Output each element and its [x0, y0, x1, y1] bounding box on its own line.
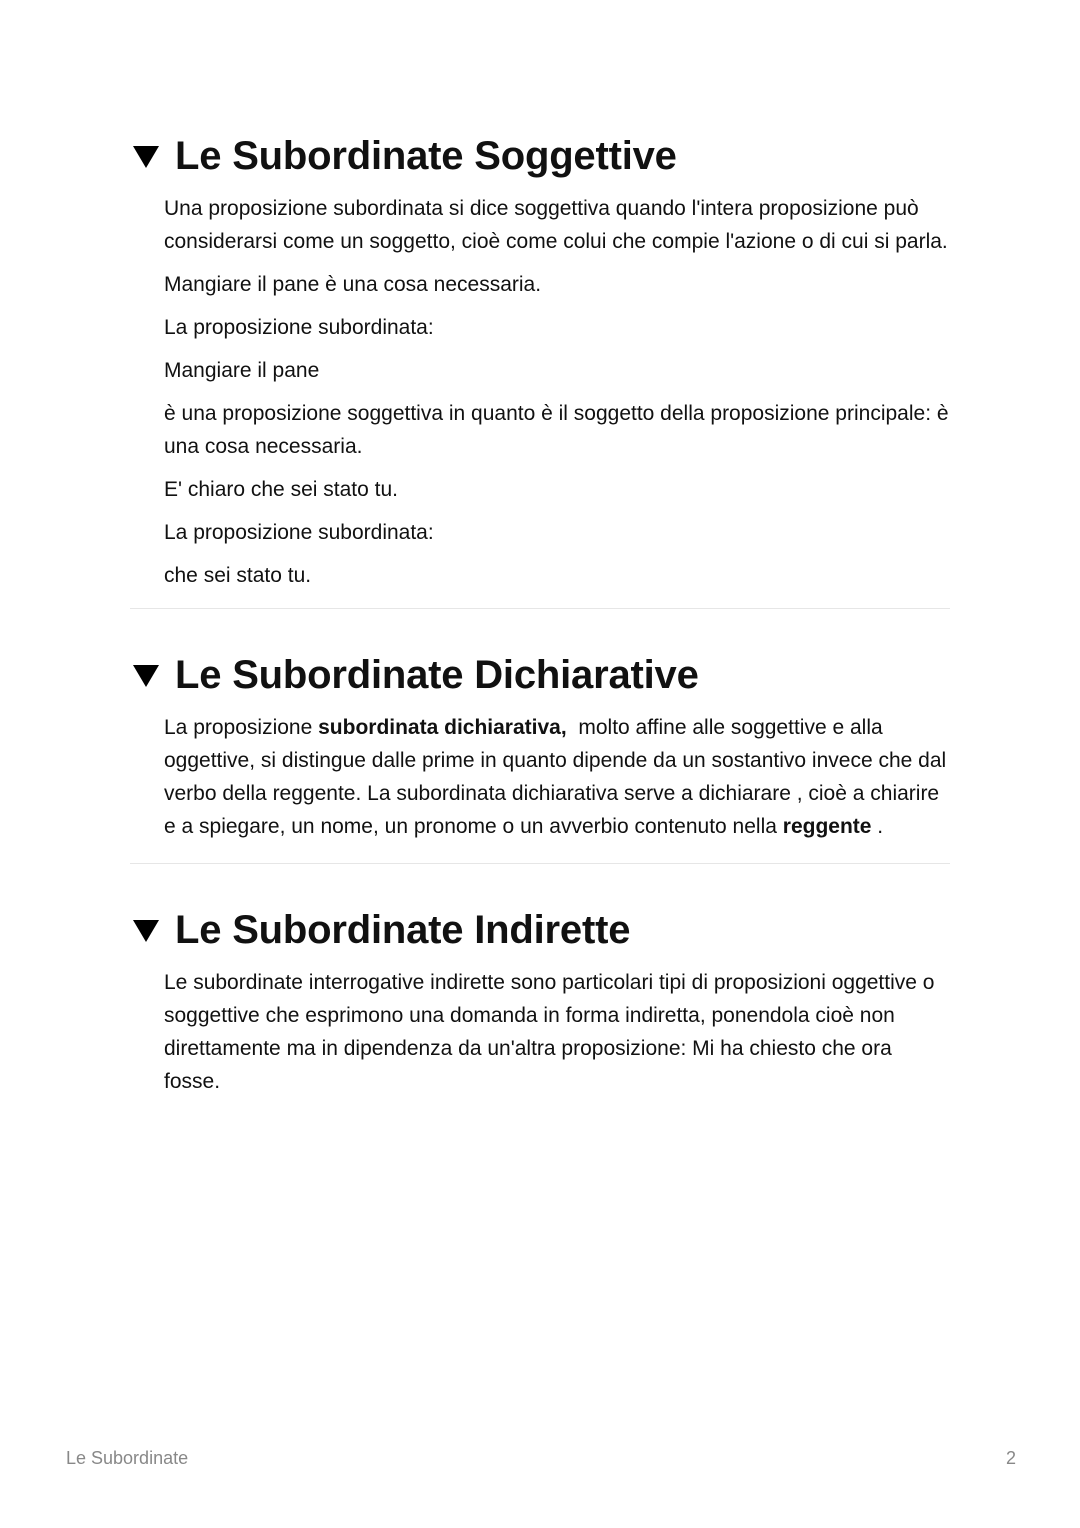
triangle-down-icon[interactable] [133, 920, 159, 942]
example-clause: Mangiare il pane [164, 359, 320, 382]
paragraph [164, 711, 953, 843]
toggle-body [130, 703, 953, 863]
bold-text: subordinata dichiarativa, [318, 716, 567, 739]
text-run: La proposizione [164, 716, 319, 739]
paragraph: Una proposizione subordinata si dice soggettiva quando l'intera proposizione può considerarsi come un soggetto, cioè come colui che compie l'azione o di cui si parla. [164, 197, 948, 253]
page-content [130, 128, 953, 1108]
toggle-body [130, 958, 950, 1098]
bold-text: reggente [782, 815, 872, 838]
section-indirette [130, 902, 950, 1098]
example-clause: che sei stato tu. [164, 564, 312, 587]
toggle-body [130, 184, 950, 608]
section-dichiarative [130, 647, 953, 864]
heading-title: Le Subordinate Soggettive [175, 133, 677, 178]
section-soggettive [130, 128, 950, 609]
triangle-down-icon[interactable] [133, 146, 159, 168]
toggle-heading-indirette[interactable] [130, 902, 950, 958]
paragraph: La proposizione subordinata: [164, 316, 434, 339]
paragraph: La proposizione subordinata: [164, 521, 434, 544]
text-run: . [871, 815, 884, 838]
example-sentence: Mangiare il pane è una cosa necessaria. [164, 273, 542, 296]
heading-title: Le Subordinate Dichiarative [175, 652, 699, 697]
footer-document-title: Le Subordinate [66, 1448, 189, 1468]
triangle-down-icon[interactable] [133, 665, 159, 687]
heading-title: Le Subordinate Indirette [175, 907, 631, 952]
paragraph: è una proposizione soggettiva in quanto è il soggetto della proposizione principale: è una cosa necessaria. [164, 402, 949, 458]
example-sentence: E' chiaro che sei stato tu. [164, 478, 398, 501]
paragraph: Le subordinate interrogative indirette sono particolari tipi di proposizioni oggettive o soggettive che esprimono una domanda in forma indiretta, ponendola cioè non direttamente ma in dipendenza da un'altra proposizione: Mi ha chiesto che ora fosse. [164, 971, 935, 1093]
footer-page-number: 2 [1005, 1448, 1016, 1468]
text-run: molto affine alle soggettive e alla oggettive, si distingue dalle prime in quanto dipende da un sostantivo invece che dal verbo della reggente. La subordinata dichiarativa serve a dichiarare , cioè a chiarire e a spiegare, un nome, un pronome o un avverbio contenuto nella [164, 716, 953, 838]
toggle-heading-soggettive[interactable] [130, 128, 950, 184]
toggle-heading-dichiarative[interactable] [130, 647, 950, 703]
